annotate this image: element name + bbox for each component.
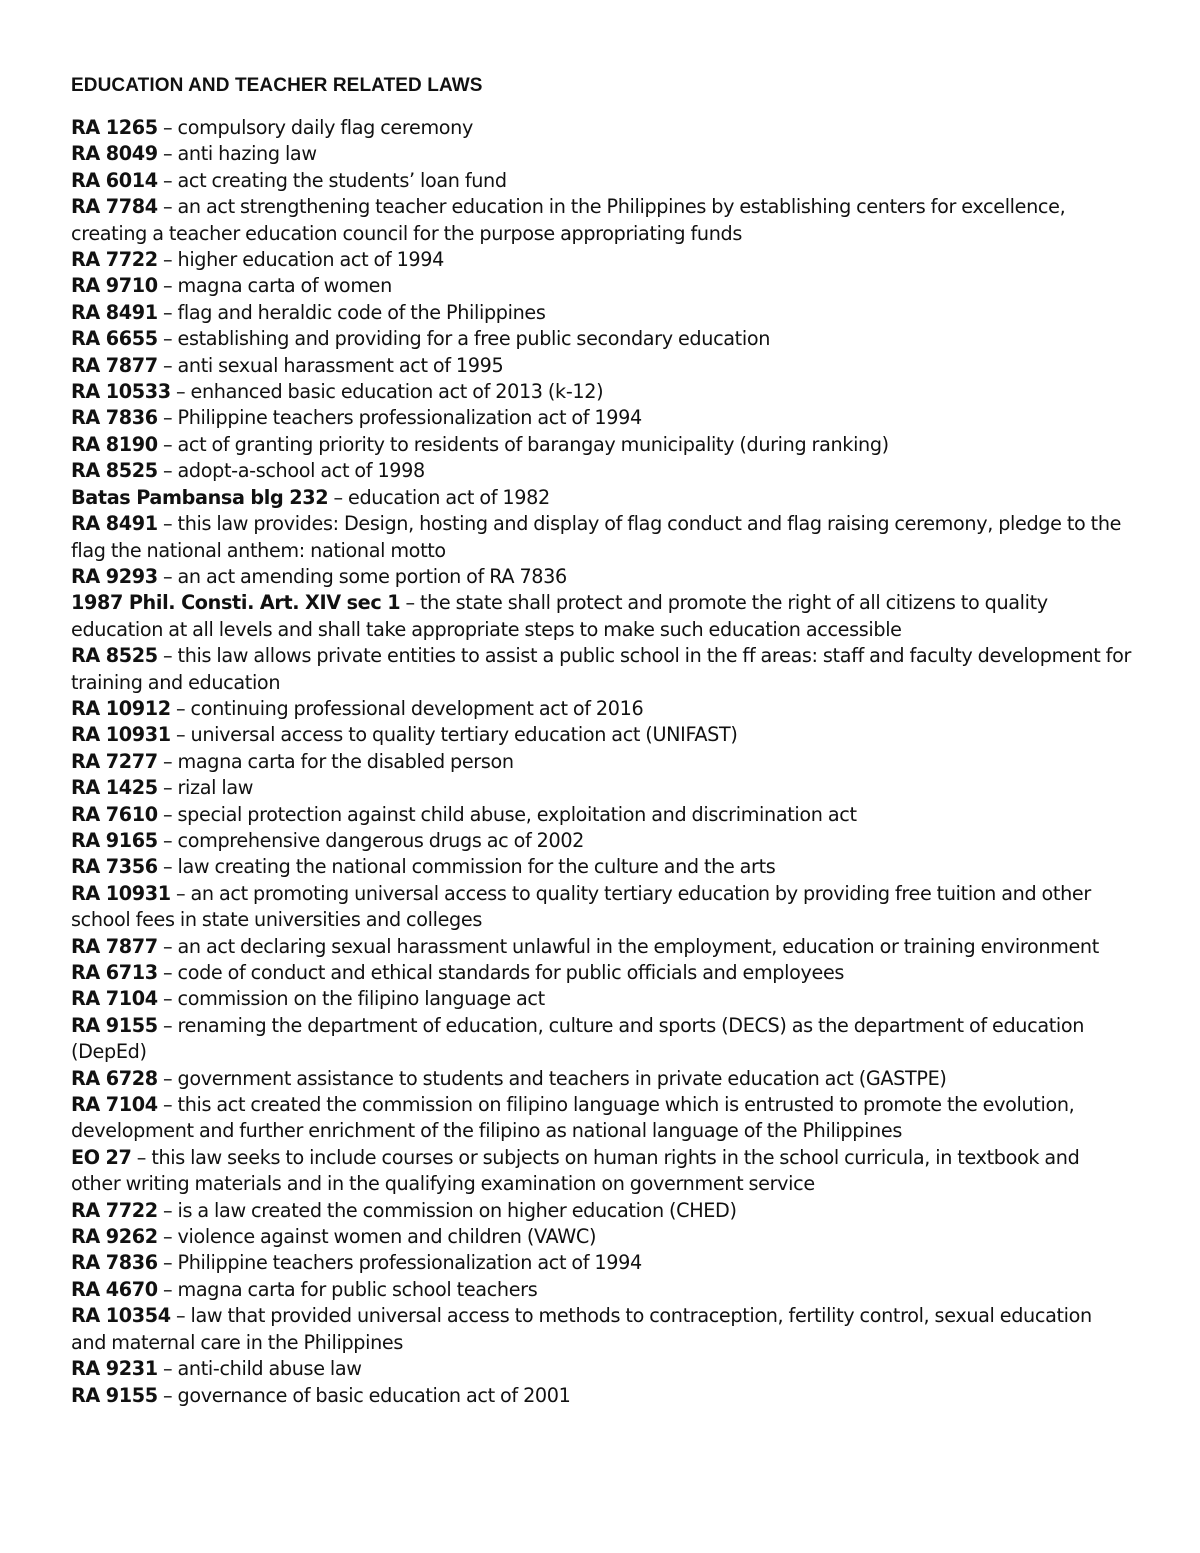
law-separator: – (157, 327, 178, 351)
law-entry (71, 326, 1131, 352)
law-code: RA 7722 (71, 1198, 158, 1222)
law-entry (71, 379, 1131, 405)
law-description: higher education act of 1994 (177, 248, 445, 272)
law-description: act of granting priority to residents of barangay municipality (during ranking) (177, 432, 889, 456)
law-description: an act declaring sexual harassment unlawful in the employment, education or training environment (177, 934, 1099, 958)
law-code: RA 9155 (71, 1383, 158, 1407)
law-separator: – (157, 855, 178, 879)
law-code: RA 10533 (71, 380, 171, 404)
law-entry (71, 643, 1131, 696)
law-code: RA 8525 (71, 459, 158, 483)
law-entry (71, 485, 1131, 511)
law-list (71, 115, 1131, 1409)
law-code: RA 10931 (71, 723, 171, 747)
law-code: RA 7784 (71, 195, 158, 219)
law-separator: – (157, 1066, 178, 1090)
law-code: RA 7877 (71, 353, 158, 377)
law-separator: – (157, 934, 178, 958)
law-entry (71, 458, 1131, 484)
law-separator: – (170, 881, 191, 905)
law-separator: – (157, 1198, 178, 1222)
law-description: this law provides: Design, hosting and display of flag conduct and flag raising ceremony, pledge to the flag the national anthem: national motto (71, 512, 1122, 562)
law-description: universal access to quality tertiary education act (UNIFAST) (190, 723, 738, 747)
document-page (71, 73, 1131, 1409)
law-description: flag and heraldic code of the Philippines (177, 300, 546, 324)
law-description: adopt-a-school act of 1998 (177, 459, 425, 483)
law-code: RA 7722 (71, 248, 158, 272)
law-code: RA 7104 (71, 987, 158, 1011)
law-separator: – (157, 406, 178, 430)
law-description: magna carta for the disabled person (177, 749, 514, 773)
law-description: special protection against child abuse, exploitation and discrimination act (177, 802, 857, 826)
law-description: magna carta for public school teachers (177, 1277, 538, 1301)
law-separator: – (157, 1225, 178, 1249)
law-code: Batas Pambansa blg 232 (71, 485, 329, 509)
law-separator: – (157, 512, 178, 536)
law-description: continuing professional development act of 2016 (190, 696, 644, 720)
law-description: this law seeks to include courses or subjects on human rights in the school curricula, in textbook and other writing materials and in the qualifying examination on government service (71, 1145, 1080, 1196)
law-separator: – (157, 1357, 178, 1381)
law-code: RA 6655 (71, 327, 158, 351)
law-description: Philippine teachers professionalization act of 1994 (177, 1251, 642, 1275)
law-code: RA 7836 (71, 406, 158, 430)
law-description: anti hazing law (177, 142, 317, 166)
law-code: RA 1425 (71, 776, 158, 800)
law-entry (71, 1066, 1131, 1092)
law-separator: – (170, 1304, 191, 1328)
law-code: RA 8049 (71, 142, 158, 166)
law-code: RA 6014 (71, 168, 158, 192)
law-description: anti-child abuse law (177, 1357, 362, 1381)
law-description: governance of basic education act of 2001 (177, 1383, 571, 1407)
law-code: RA 1265 (71, 116, 158, 139)
law-separator: – (157, 195, 178, 219)
law-separator: – (131, 1145, 152, 1169)
law-entry (71, 1277, 1131, 1303)
law-entry (71, 432, 1131, 458)
law-separator: – (170, 380, 191, 404)
law-description: government assistance to students and teachers in private education act (GASTPE) (177, 1066, 947, 1090)
law-description: law that provided universal access to methods to contraception, fertility control, sexual education and maternal care in the Philippines (71, 1304, 1092, 1354)
law-separator: – (157, 353, 178, 377)
law-entry (71, 802, 1131, 828)
law-entry (71, 722, 1131, 748)
law-entry (71, 1250, 1131, 1276)
law-code: RA 9710 (71, 274, 158, 298)
law-code: RA 9293 (71, 564, 158, 588)
law-description: magna carta of women (177, 274, 392, 298)
law-code: RA 4670 (71, 1277, 158, 1301)
law-code: RA 7356 (71, 855, 158, 879)
law-code: RA 7277 (71, 749, 158, 773)
law-separator: – (157, 248, 178, 272)
law-entry (71, 854, 1131, 880)
law-entry (71, 194, 1131, 247)
law-code: RA 8190 (71, 432, 158, 456)
law-entry (71, 960, 1131, 986)
law-entry (71, 1356, 1131, 1382)
law-entry (71, 511, 1131, 564)
law-entry (71, 986, 1131, 1012)
law-description: establishing and providing for a free public secondary education (177, 327, 771, 351)
document-title: EDUCATION AND TEACHER RELATED LAWS (71, 75, 483, 96)
law-entry (71, 749, 1131, 775)
law-entry (71, 353, 1131, 379)
law-code: RA 8491 (71, 300, 158, 324)
law-separator: – (400, 591, 420, 615)
law-separator: – (157, 168, 178, 192)
law-code: RA 9165 (71, 828, 158, 852)
law-entry (71, 300, 1131, 326)
law-description: Philippine teachers professionalization act of 1994 (177, 406, 642, 430)
law-code: EO 27 (71, 1145, 132, 1169)
law-separator: – (157, 432, 178, 456)
law-entry (71, 1013, 1131, 1066)
law-entry (71, 696, 1131, 722)
law-entry (71, 828, 1131, 854)
law-separator: – (157, 749, 178, 773)
law-entry (71, 934, 1131, 960)
law-description: violence against women and children (VAWC) (177, 1225, 597, 1249)
law-code: RA 9262 (71, 1225, 158, 1249)
law-separator: – (157, 564, 178, 588)
law-code: RA 10912 (71, 696, 171, 720)
law-entry (71, 1303, 1131, 1356)
law-description: this act created the commission on filipino language which is entrusted to promote the evolution, development and further enrichment of the filipino as national language of the Philippines (71, 1093, 1075, 1143)
law-separator: – (157, 459, 178, 483)
law-entry (71, 115, 1131, 141)
law-entry (71, 247, 1131, 273)
law-entry (71, 1198, 1131, 1224)
law-code: RA 6728 (71, 1066, 158, 1090)
law-separator: – (170, 723, 191, 747)
law-entry (71, 1145, 1131, 1198)
law-description: this law allows private entities to assist a public school in the ff areas: staff and faculty development for training and education (71, 644, 1131, 694)
law-separator: – (157, 1277, 178, 1301)
law-description: an act strengthening teacher education in the Philippines by establishing centers for excellence, creating a teacher education council for the purpose appropriating funds (71, 195, 1066, 245)
law-entry (71, 168, 1131, 194)
law-separator: – (157, 274, 178, 298)
law-separator: – (157, 987, 178, 1011)
law-code: RA 7877 (71, 934, 158, 958)
law-separator: – (157, 1383, 178, 1407)
law-entry (71, 564, 1131, 590)
law-code: RA 9155 (71, 1013, 158, 1037)
law-entry (71, 141, 1131, 167)
law-description: anti sexual harassment act of 1995 (177, 353, 504, 377)
law-description: comprehensive dangerous drugs ac of 2002 (177, 828, 585, 852)
law-separator: – (157, 961, 178, 984)
law-description: renaming the department of education, culture and sports (DECS) as the department of education (DepEd) (71, 1013, 1085, 1064)
law-description: act creating the students’ loan fund (177, 168, 507, 192)
law-entry (71, 775, 1131, 801)
law-entry (71, 1224, 1131, 1250)
law-description: enhanced basic education act of 2013 (k-12) (190, 380, 604, 404)
law-description: rizal law (177, 776, 254, 800)
law-code: RA 9231 (71, 1357, 158, 1381)
law-description: code of conduct and ethical standards for public officials and employees (177, 961, 845, 984)
law-code: RA 6713 (71, 961, 158, 984)
law-code: RA 7104 (71, 1093, 158, 1117)
law-entry (71, 405, 1131, 431)
law-code: RA 7610 (71, 802, 158, 826)
law-separator: – (157, 1251, 178, 1275)
law-separator: – (157, 644, 178, 668)
law-code: RA 7836 (71, 1251, 158, 1275)
law-separator: – (157, 1093, 178, 1117)
law-code: RA 8525 (71, 644, 158, 668)
law-entry (71, 273, 1131, 299)
law-entry (71, 1092, 1131, 1145)
law-separator: – (157, 116, 178, 139)
law-description: law creating the national commission for the culture and the arts (177, 855, 776, 879)
law-separator: – (157, 1013, 178, 1037)
law-separator: – (157, 142, 178, 166)
law-separator: – (328, 485, 349, 509)
law-separator: – (157, 802, 178, 826)
law-description: is a law created the commission on higher education (CHED) (177, 1198, 737, 1222)
law-code: RA 8491 (71, 512, 158, 536)
law-separator: – (157, 776, 178, 800)
law-description: compulsory daily flag ceremony (177, 116, 473, 139)
law-description: the state shall protect and promote the right of all citizens to quality education at all levels and shall take appropriate steps to make such education accessible (71, 591, 1048, 641)
law-description: an act promoting universal access to quality tertiary education by providing free tuition and other school fees in state universities and colleges (71, 881, 1091, 932)
law-code: RA 10931 (71, 881, 171, 905)
law-code: RA 10354 (71, 1304, 171, 1328)
law-description: an act amending some portion of RA 7836 (177, 564, 567, 588)
law-separator: – (170, 696, 191, 720)
law-code: 1987 Phil. Consti. Art. XIV sec 1 (71, 591, 401, 615)
law-entry (71, 590, 1131, 643)
law-entry (71, 1383, 1131, 1409)
law-description: education act of 1982 (348, 485, 550, 509)
law-separator: – (157, 300, 178, 324)
law-entry (71, 881, 1131, 934)
law-separator: – (157, 828, 178, 852)
law-description: commission on the filipino language act (177, 987, 545, 1011)
